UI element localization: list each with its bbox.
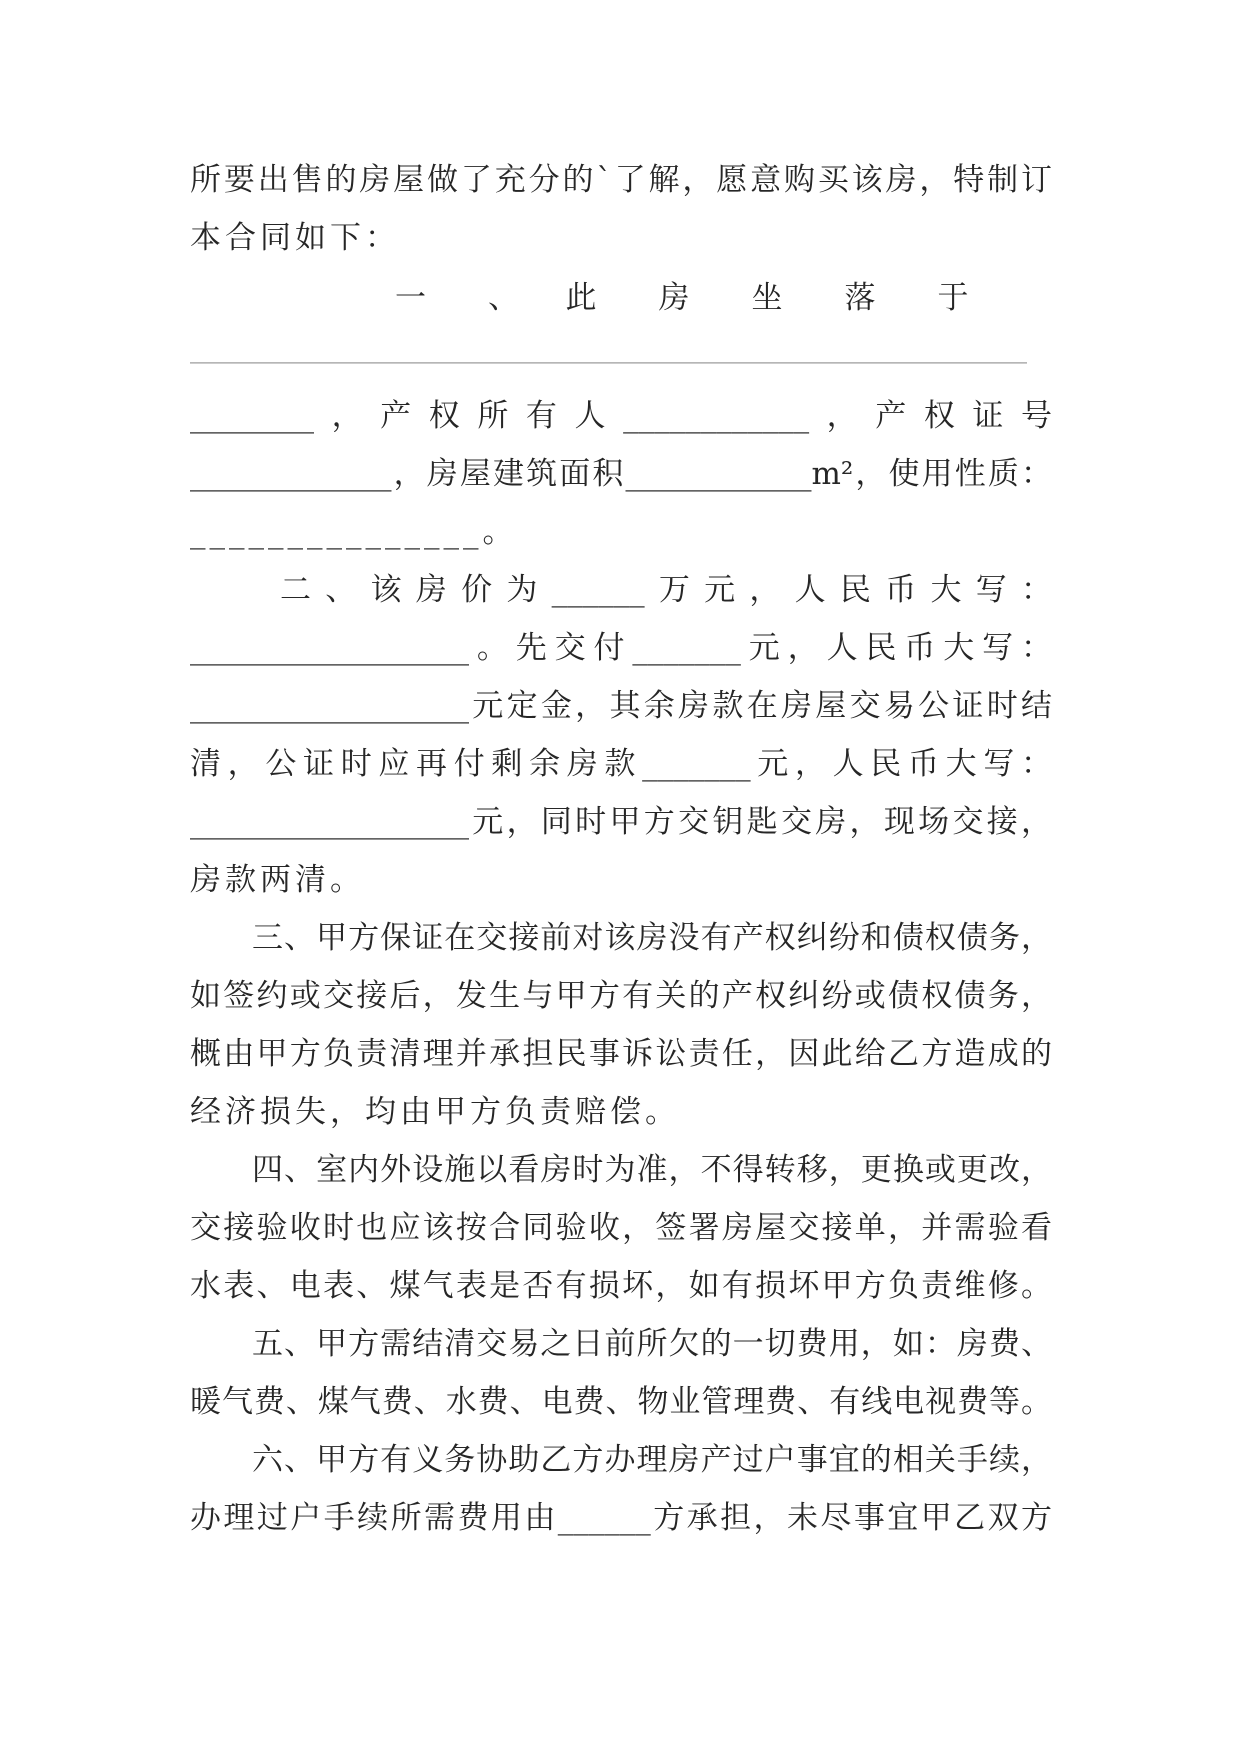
clause-2-start: 二、该房价为______万元，人民币大写： — [280, 572, 1052, 608]
clause-3-start: 三、甲方保证在交接前对该房没有产权纠纷和债权债务， — [252, 920, 1052, 956]
text-line: 房款两清。 — [190, 862, 365, 898]
text-line: 本合同如下： — [190, 220, 400, 256]
text-line: 水表、电表、煤气表是否有损坏，如有损坏甲方负责维修。 — [190, 1268, 1052, 1304]
text-line: 暖气费、煤气费、水费、电费、物业管理费、有线电视费等。 — [190, 1384, 1052, 1420]
text-line: 清，公证时应再付剩余房款_______元，人民币大写： — [190, 746, 1052, 782]
blank-line: ______________________________________________________ — [190, 328, 1027, 364]
text-line: __________________元定金，其余房款在房屋交易公证时结 — [190, 688, 1052, 724]
text-line: 所要出售的房屋做了充分的`了解，愿意购买该房，特制订 — [190, 162, 1052, 198]
clause-6-start: 六、甲方有义务协助乙方办理房产过户事宜的相关手续， — [252, 1442, 1052, 1478]
clause-1-heading: 一 、 此 房 坐 落 于 — [395, 280, 969, 316]
text-line: _____________，房屋建筑面积____________m²，使用性质： — [190, 456, 1052, 492]
text-line: __________________。先交付_______元，人民币大写： — [190, 630, 1052, 666]
clause-4-start: 四、室内外设施以看房时为准，不得转移，更换或更改， — [252, 1152, 1052, 1188]
text-line: 如签约或交接后，发生与甲方有关的产权纠纷或债权债务， — [190, 978, 1052, 1014]
text-line: 办理过户手续所需费用由______方承担，未尽事宜甲乙双方 — [190, 1500, 1052, 1536]
text-line: __________________元，同时甲方交钥匙交房，现场交接， — [190, 804, 1052, 840]
text-line: ________，产权所有人____________，产权证号 — [190, 398, 1052, 434]
text-line: 概由甲方负责清理并承担民事诉讼责任，因此给乙方造成的 — [190, 1036, 1052, 1072]
clause-5-start: 五、甲方需结清交易之日前所欠的一切费用，如：房费、 — [252, 1326, 1052, 1362]
text-line: 经济损失，均由甲方负责赔偿。 — [190, 1094, 680, 1130]
text-line: 交接验收时也应该按合同验收，签署房屋交接单，并需验看 — [190, 1210, 1052, 1246]
text-line: _______________。 — [190, 514, 518, 550]
